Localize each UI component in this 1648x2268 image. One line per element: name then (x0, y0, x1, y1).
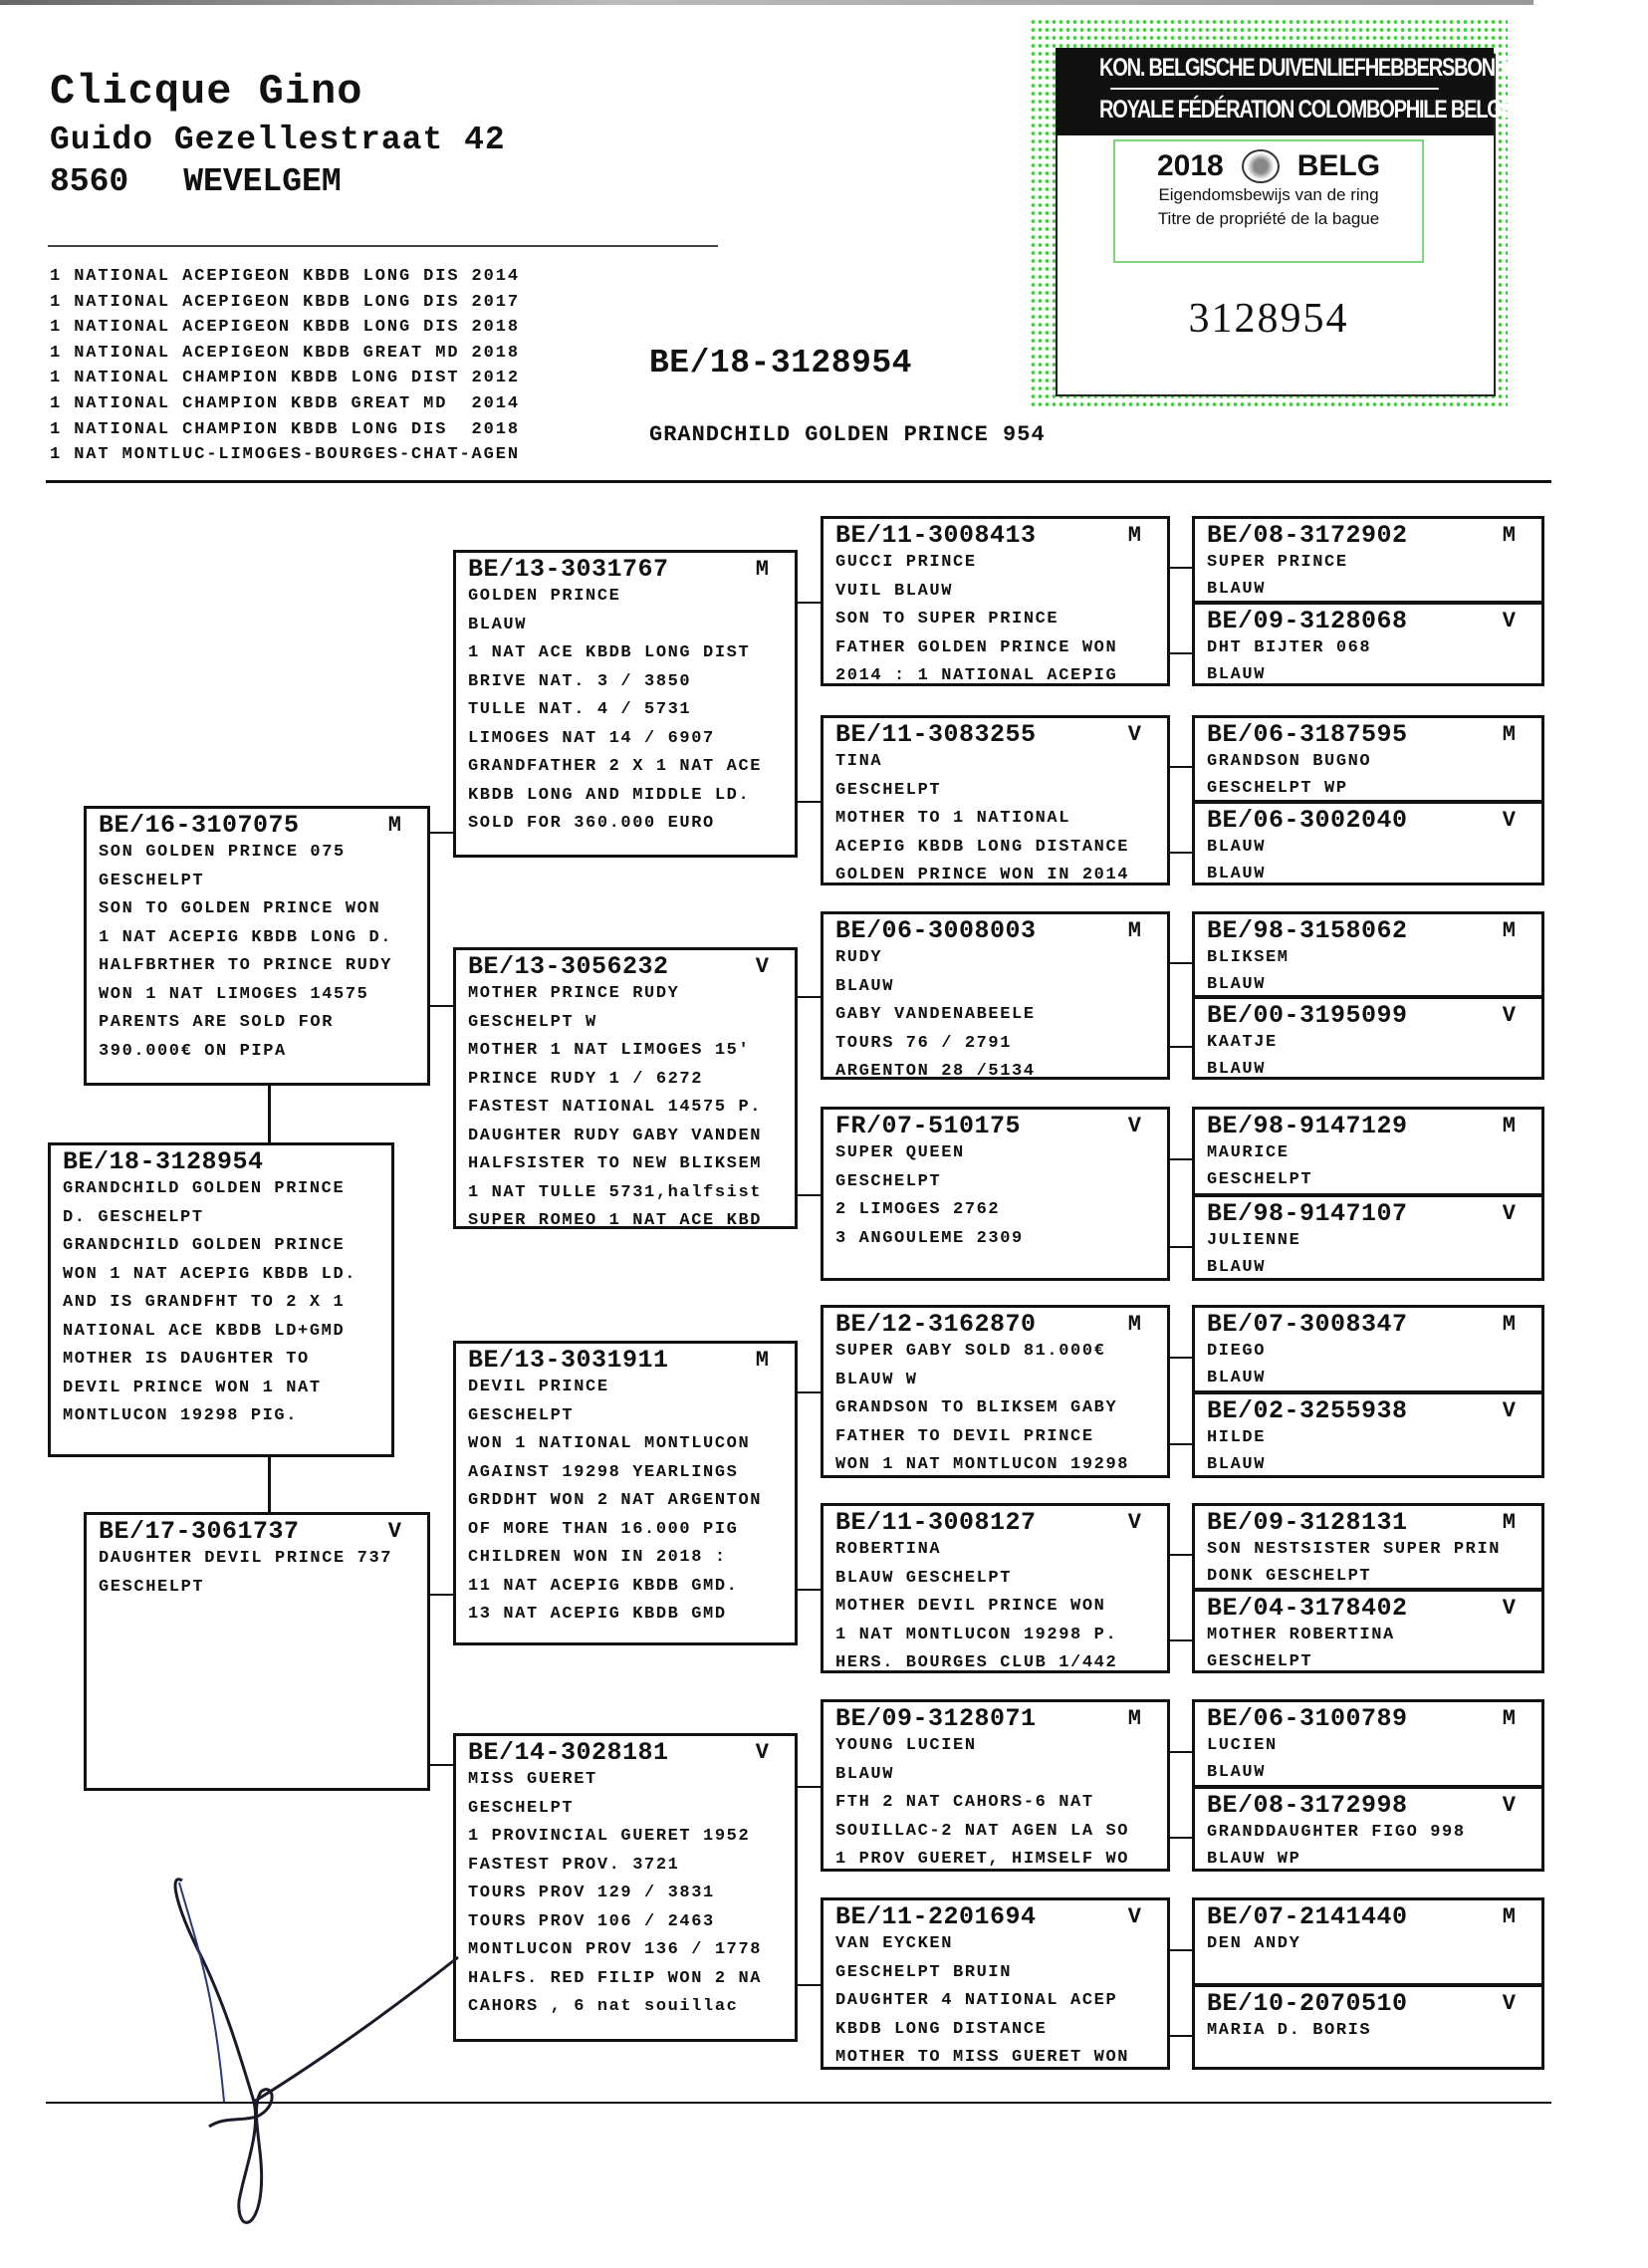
pigeon-info-line: BLAUW (1207, 975, 1267, 994)
pigeon-info-line: HALFSISTER TO NEW BLIKSEM (468, 1154, 763, 1173)
pigeon-info-line: 1 PROV GUERET, HIMSELF WO (835, 1850, 1130, 1869)
sex-label: V (387, 1519, 401, 1544)
pigeon-info-line: HALFBRTHER TO PRINCE RUDY (99, 956, 393, 975)
great-great-grandparent-box (1192, 1984, 1544, 2070)
sex-label: V (1502, 1003, 1516, 1028)
pigeon-info-line: 3 ANGOULEME 2309 (835, 1228, 1024, 1248)
achievement-item: 1 NATIONAL CHAMPION KBDB GREAT MD 2014 (50, 393, 520, 413)
pigeon-info-line: GESCHELPT (99, 871, 205, 890)
pigeon-info-line: GOLDEN PRINCE (468, 587, 621, 606)
pigeon-info-line: SON GOLDEN PRINCE 075 (99, 843, 346, 862)
ring-number: BE/07-3008347 (1207, 1310, 1408, 1339)
grandparent-box (453, 1341, 798, 1645)
sex-label: M (1502, 1706, 1516, 1731)
pigeon-info-line: SOLD FOR 360.000 EURO (468, 814, 715, 833)
connector-line (1170, 766, 1193, 768)
ring-number: BE/08-3172902 (1207, 521, 1408, 550)
ring-number: BE/13-3031911 (468, 1346, 669, 1375)
pigeon-info-line: DIEGO (1207, 1342, 1267, 1361)
breeder-city-line (50, 163, 396, 200)
grandparent-box (453, 550, 798, 858)
pigeon-info-line: ARGENTON 28 /5134 (835, 1062, 1036, 1081)
pigeon-info-line: 1 NAT MONTLUCON 19298 P. (835, 1625, 1118, 1644)
pigeon-info-line: LUCIEN (1207, 1736, 1278, 1755)
pigeon-info-line: MOTHER IS DAUGHTER TO (63, 1350, 310, 1369)
connector-line (1170, 1158, 1193, 1160)
ring-number: BE/14-3028181 (468, 1738, 669, 1767)
pigeon-info-line: AND IS GRANDFHT TO 2 X 1 (63, 1293, 346, 1312)
card-title-fr: Titre de propriété de la bague (1157, 209, 1380, 228)
sex-label: V (1502, 1596, 1516, 1621)
pigeon-info-line: MONTLUCON 19298 PIG. (63, 1406, 299, 1425)
pigeon-info-line: FATHER GOLDEN PRINCE WON (835, 637, 1118, 657)
pigeon-info-line: GESCHELPT BRUIN (835, 1962, 1013, 1982)
sex-label: V (1502, 808, 1516, 833)
sex-label: M (1502, 1904, 1516, 1929)
great-great-grandparent-box (1192, 1305, 1544, 1393)
pigeon-info-line: SON NESTSISTER SUPER PRIN (1207, 1540, 1502, 1559)
great-grandparent-box (821, 1305, 1170, 1478)
connector-line (429, 1005, 454, 1007)
connector-line (1170, 652, 1193, 654)
great-great-grandparent-box (1192, 1589, 1544, 1673)
great-great-grandparent-box (1192, 911, 1544, 998)
breeder-name: Clicque Gino (50, 68, 363, 116)
connector-line (797, 1984, 822, 1986)
pigeon-info-line: SUPER PRINCE (1207, 553, 1348, 572)
sex-label: V (1127, 722, 1141, 747)
ring-number: BE/13-3056232 (468, 952, 669, 981)
pigeon-info-line: VAN EYCKEN (835, 1934, 954, 1953)
breeder-street: Guido Gezellestraat 42 (50, 122, 506, 158)
sex-label: M (1127, 1312, 1141, 1337)
pigeon-info-line: SUPER ROMEO 1 NAT ACE KBD (468, 1211, 763, 1230)
great-great-grandparent-box (1192, 516, 1544, 604)
pigeon-info-line: TINA (835, 752, 883, 771)
pigeon-info-line: AGAINST 19298 YEARLINGS (468, 1462, 739, 1482)
pigeon-info-line: MOTHER TO MISS GUERET WON (835, 2048, 1130, 2067)
pigeon-info-line: GESCHELPT (468, 1405, 575, 1425)
pigeon-info-line: BLAUW (835, 1764, 895, 1784)
great-great-grandparent-box (1192, 1391, 1544, 1478)
sex-label: V (1502, 1793, 1516, 1818)
great-great-grandparent-box (1192, 1194, 1544, 1281)
ring-number: BE/11-3083255 (835, 720, 1037, 749)
ring-number: BE/06-3187595 (1207, 720, 1408, 749)
pigeon-info-line: WON 1 NAT MONTLUCON 19298 (835, 1455, 1130, 1474)
connector-line (1170, 1357, 1193, 1359)
sex-label: V (1502, 609, 1516, 633)
pigeon-info-line: 2 LIMOGES 2762 (835, 1200, 1001, 1219)
pigeon-info-line: GOLDEN PRINCE WON IN 2014 (835, 866, 1130, 884)
pigeon-info-line: BLAUW (1207, 580, 1267, 599)
great-great-grandparent-box (1192, 602, 1544, 686)
pigeon-info-line: NATIONAL ACE KBDB LD+GMD (63, 1321, 346, 1341)
federation-name-fr: ROYALE FÉDÉRATION COLOMBOPHILE BELGE (1099, 96, 1514, 124)
breeder-city: WEVELGEM (183, 163, 342, 200)
pigeon-info-line: YOUNG LUCIEN (835, 1736, 977, 1755)
sex-label: M (1502, 523, 1516, 548)
pigeon-info-line: OF MORE THAN 16.000 PIG (468, 1519, 739, 1539)
great-grandparent-box (821, 715, 1170, 885)
ring-country: BELG (1296, 149, 1381, 182)
sex-label: V (1502, 1991, 1516, 2016)
pigeon-info-line: DAUGHTER DEVIL PRINCE 737 (99, 1549, 393, 1568)
ring-number: BE/12-3162870 (835, 1310, 1037, 1339)
pigeon-info-line: GESCHELPT (1207, 1170, 1313, 1189)
connector-line (429, 1594, 454, 1596)
pigeon-info-line: FTH 2 NAT CAHORS-6 NAT (835, 1793, 1094, 1812)
pigeon-info-line: GRANDDAUGHTER FIGO 998 (1207, 1823, 1466, 1842)
pigeon-info-line: GESCHELPT (835, 1171, 942, 1191)
pigeon-info-line: BLAUW (1207, 1763, 1267, 1782)
subject-pigeon-box (48, 1142, 394, 1457)
sex-label: V (755, 1740, 769, 1765)
pigeon-info-line: BLAUW (1207, 865, 1267, 883)
pigeon-info-line: MONTLUCON PROV 136 / 1778 (468, 1940, 763, 1959)
connector-line (1170, 962, 1193, 964)
sex-label: V (1502, 1398, 1516, 1423)
federation-band (1056, 48, 1514, 135)
ring-year-box (1113, 139, 1424, 263)
achievement-item: 1 NATIONAL CHAMPION KBDB LONG DIS 2018 (50, 419, 520, 439)
connector-line (797, 996, 822, 998)
great-grandparent-box (821, 1897, 1170, 2070)
pigeon-info-line: TOURS PROV 106 / 2463 (468, 1911, 715, 1931)
great-great-grandparent-box (1192, 1107, 1544, 1196)
sex-label: M (1502, 1114, 1516, 1138)
ring-number: BE/13-3031767 (468, 555, 669, 584)
ring-number: BE/98-3158062 (1207, 916, 1408, 945)
connector-line (1170, 1837, 1193, 1839)
ring-number: BE/07-2141440 (1207, 1902, 1408, 1931)
top-divider (46, 480, 1551, 483)
pigeon-info-line: BLAUW (468, 615, 528, 634)
connector-line (797, 801, 822, 803)
pigeon-info-line: GESCHELPT W (468, 1012, 597, 1032)
sex-label: V (1127, 1510, 1141, 1535)
connector-line (429, 1764, 454, 1766)
crown-emblem-icon (1242, 149, 1280, 183)
pigeon-info-line: GRDDHT WON 2 NAT ARGENTON (468, 1491, 763, 1510)
pigeon-info-line: WON 1 NATIONAL MONTLUCON (468, 1434, 751, 1453)
connector-line (1170, 2035, 1193, 2037)
pigeon-info-line: MOTHER ROBERTINA (1207, 1626, 1395, 1644)
pigeon-info-line: 1 PROVINCIAL GUERET 1952 (468, 1827, 751, 1846)
great-grandparent-box (821, 1107, 1170, 1281)
pigeon-info-line: BLAUW (1207, 1258, 1267, 1277)
connector-line (268, 1456, 271, 1513)
achievement-item: 1 NATIONAL CHAMPION KBDB LONG DIST 2012 (50, 369, 520, 388)
ring-number: FR/07-510175 (835, 1112, 1022, 1140)
pigeon-info-line: GESCHELPT (468, 1798, 575, 1818)
pigeon-info-line: BLAUW (1207, 1455, 1267, 1474)
connector-line (797, 1194, 822, 1196)
connector-line (1170, 1246, 1193, 1248)
connector-line (797, 1391, 822, 1393)
sex-label: V (1502, 1201, 1516, 1226)
ring-number: BE/11-3008413 (835, 521, 1037, 550)
sex-label: M (1127, 918, 1141, 943)
pigeon-info-line: GUCCI PRINCE (835, 553, 977, 572)
pigeon-info-line: GRANDFATHER 2 X 1 NAT ACE (468, 757, 763, 776)
ring-number: BE/09-3128131 (1207, 1508, 1408, 1537)
sex-label: M (387, 813, 401, 838)
pigeon-info-line: BLIKSEM (1207, 948, 1290, 967)
connector-line (1170, 1443, 1193, 1445)
pigeon-info-line: GESCHELPT (99, 1577, 205, 1597)
pigeon-info-line: BLAUW (1207, 665, 1267, 684)
card-ring-number: 3128954 (1188, 296, 1349, 342)
pigeon-info-line: SON TO GOLDEN PRINCE WON (99, 899, 381, 918)
pigeon-info-line: MOTHER DEVIL PRINCE WON (835, 1597, 1106, 1616)
connector-line (1170, 567, 1193, 569)
sex-label: M (1127, 523, 1141, 548)
great-great-grandparent-box (1192, 1503, 1544, 1591)
ring-number: BE/17-3061737 (99, 1517, 300, 1546)
pigeon-info-line: GESCHELPT (835, 780, 942, 800)
pigeon-info-line: BLAUW (1207, 838, 1267, 857)
great-great-grandparent-box (1192, 1786, 1544, 1872)
pigeon-info-line: SUPER GABY SOLD 81.000€ (835, 1342, 1106, 1361)
pigeon-info-line: MAURICE (1207, 1143, 1290, 1162)
pigeon-info-line: FASTEST PROV. 3721 (468, 1855, 680, 1875)
ring-number: BE/06-3002040 (1207, 806, 1408, 835)
connector-line (268, 1086, 271, 1143)
pigeon-info-line: GRANDSON BUGNO (1207, 752, 1372, 771)
pigeon-info-line: FASTEST NATIONAL 14575 P. (468, 1098, 763, 1117)
pigeon-info-line: CAHORS , 6 nat souillac (468, 1997, 739, 2016)
pigeon-info-line: GABY VANDENABEELE (835, 1005, 1036, 1024)
sire-box (84, 806, 430, 1086)
pigeon-info-line: DEVIL PRINCE (468, 1378, 609, 1396)
ring-number: BE/02-3255938 (1207, 1396, 1408, 1425)
pigeon-info-line: PARENTS ARE SOLD FOR (99, 1013, 335, 1032)
connector-line (1170, 1949, 1193, 1951)
pigeon-info-line: BLAUW (1207, 1060, 1267, 1079)
pigeon-info-line: DONK GESCHELPT (1207, 1567, 1372, 1586)
sex-label: M (1502, 1312, 1516, 1337)
connector-line (797, 602, 822, 604)
pigeon-info-line: MISS GUERET (468, 1770, 597, 1789)
pigeon-info-line: GRANDSON TO BLIKSEM GABY (835, 1398, 1118, 1417)
ring-number: BE/18-3128954 (63, 1147, 264, 1176)
pigeon-info-line: VUIL BLAUW (835, 581, 954, 601)
achievement-item: 1 NATIONAL ACEPIGEON KBDB LONG DIS 2014 (50, 267, 520, 286)
pigeon-info-line: TULLE NAT. 4 / 5731 (468, 700, 692, 719)
pigeon-info-line: 11 NAT ACEPIG KBDB GMD. (468, 1576, 739, 1596)
pigeon-info-line: GESCHELPT WP (1207, 779, 1348, 798)
scan-edge (0, 0, 1533, 5)
pigeon-info-line: BLAUW (835, 976, 895, 996)
pigeon-info-line: KAATJE (1207, 1033, 1278, 1052)
pigeon-info-line: DHT BIJTER 068 (1207, 638, 1372, 657)
pigeon-info-line: TOURS PROV 129 / 3831 (468, 1884, 715, 1902)
ring-number: BE/09-3128071 (835, 1704, 1037, 1733)
connector-line (797, 1786, 822, 1788)
ring-number: BE/06-3008003 (835, 916, 1037, 945)
pigeon-info-line: KBDB LONG DISTANCE (835, 2019, 1048, 2039)
pigeon-info-line: WON 1 NAT ACEPIG KBDB LD. (63, 1264, 357, 1284)
connector-line (1170, 1639, 1193, 1641)
pigeon-description: GRANDCHILD GOLDEN PRINCE 954 (649, 422, 1046, 447)
pigeon-info-line: 13 NAT ACEPIG KBDB GMD (468, 1605, 727, 1624)
pigeon-info-line: BLAUW WP (1207, 1850, 1301, 1869)
sex-label: V (755, 954, 769, 979)
sex-label: M (1502, 722, 1516, 747)
pigeon-info-line: BLAUW (1207, 1369, 1267, 1387)
pigeon-info-line: DAUGHTER RUDY GABY VANDEN (468, 1126, 763, 1145)
pigeon-info-line: DEVIL PRINCE WON 1 NAT (63, 1378, 322, 1397)
achievement-item: 1 NATIONAL ACEPIGEON KBDB LONG DIS 2018 (50, 318, 520, 338)
pigeon-info-line: GRANDCHILD GOLDEN PRINCE (63, 1179, 346, 1198)
ring-number: BE/06-3100789 (1207, 1704, 1408, 1733)
pigeon-info-line: BLAUW GESCHELPT (835, 1568, 1013, 1588)
pigeon-info-line: RUDY (835, 948, 883, 967)
pigeon-info-line: TOURS 76 / 2791 (835, 1033, 1013, 1053)
connector-line (797, 1589, 822, 1591)
pigeon-info-line: HILDE (1207, 1428, 1267, 1447)
ring-number: BE/00-3195099 (1207, 1001, 1408, 1030)
connector-line (1170, 1751, 1193, 1753)
sex-label: M (755, 557, 769, 582)
pigeon-info-line: WON 1 NAT LIMOGES 14575 (99, 984, 369, 1004)
sex-label: V (1127, 1904, 1141, 1929)
ring-number: BE/11-2201694 (835, 1902, 1037, 1931)
pigeon-info-line: KBDB LONG AND MIDDLE LD. (468, 785, 751, 805)
pigeon-info-line: SON TO SUPER PRINCE (835, 610, 1059, 629)
pigeon-info-line: CHILDREN WON IN 2018 : (468, 1548, 727, 1567)
pigeon-info-line: 1 NAT ACE KBDB LONG DIST (468, 643, 751, 662)
pigeon-info-line: DAUGHTER 4 NATIONAL ACEP (835, 1991, 1118, 2010)
pigeon-info-line: ACEPIG KBDB LONG DISTANCE (835, 837, 1130, 857)
pigeon-info-line: ROBERTINA (835, 1540, 942, 1559)
grandparent-box (453, 947, 798, 1229)
ring-number: BE/98-9147107 (1207, 1199, 1408, 1228)
pigeon-info-line: GESCHELPT (1207, 1652, 1313, 1671)
card-title-nl: Eigendomsbewijs van de ring (1158, 185, 1379, 204)
ring-number: BE/16-3107075 (99, 811, 300, 840)
header-divider (48, 245, 718, 247)
pigeon-info-line: MOTHER TO 1 NATIONAL (835, 809, 1071, 828)
achievement-item: 1 NAT MONTLUC-LIMOGES-BOURGES-CHAT-AGEN (50, 445, 520, 465)
ring-number: BE/10-2070510 (1207, 1989, 1408, 2018)
pigeon-info-line: HERS. BOURGES CLUB 1/442 (835, 1653, 1118, 1672)
connector-line (1170, 852, 1193, 854)
great-great-grandparent-box (1192, 1699, 1544, 1788)
sex-label: M (1127, 1706, 1141, 1731)
ring-number: BE/98-9147129 (1207, 1112, 1408, 1140)
connector-line (429, 832, 454, 834)
achievements-list (50, 264, 520, 468)
ring-number: BE/09-3128068 (1207, 607, 1408, 635)
breeder-postcode: 8560 (50, 163, 129, 200)
pigeon-info-line: MOTHER 1 NAT LIMOGES 15' (468, 1041, 751, 1060)
ring-number: BE/11-3008127 (835, 1508, 1037, 1537)
dam-box (84, 1512, 430, 1791)
pigeon-info-line: D. GESCHELPT (63, 1207, 204, 1227)
pigeon-info-line: BRIVE NAT. 3 / 3850 (468, 671, 692, 691)
pigeon-info-line: SOUILLAC-2 NAT AGEN LA SO (835, 1821, 1130, 1841)
sex-label: M (755, 1348, 769, 1373)
great-grandparent-box (821, 1503, 1170, 1673)
great-grandparent-box (821, 1699, 1170, 1872)
pigeon-info-line: JULIENNE (1207, 1231, 1301, 1250)
bottom-divider (46, 2102, 1551, 2104)
pigeon-info-line: FATHER TO DEVIL PRINCE (835, 1426, 1094, 1446)
pigeon-info-line: SUPER QUEEN (835, 1143, 965, 1162)
great-great-grandparent-box (1192, 1897, 1544, 1986)
pigeon-info-line: LIMOGES NAT 14 / 6907 (468, 728, 715, 748)
great-great-grandparent-box (1192, 715, 1544, 803)
achievement-item: 1 NATIONAL ACEPIGEON KBDB LONG DIS 2017 (50, 292, 520, 312)
sex-label: M (1502, 1510, 1516, 1535)
pigeon-info-line: 2014 : 1 NATIONAL ACEPIG (835, 666, 1118, 685)
ring-year: 2018 (1156, 149, 1224, 182)
pigeon-info-line: 1 NAT ACEPIG KBDB LONG D. (99, 927, 393, 947)
pigeon-info-line: PRINCE RUDY 1 / 6272 (468, 1069, 704, 1089)
great-grandparent-box (821, 516, 1170, 686)
pigeon-info-line: MOTHER PRINCE RUDY (468, 984, 680, 1003)
great-great-grandparent-box (1192, 801, 1544, 885)
pigeon-info-line: 1 NAT TULLE 5731,halfsist (468, 1182, 763, 1202)
ring-number: BE/08-3172998 (1207, 1791, 1408, 1820)
great-great-grandparent-box (1192, 996, 1544, 1080)
pigeon-info-line: BLAUW W (835, 1370, 918, 1389)
grandparent-box (453, 1733, 798, 2042)
sex-label: M (1502, 918, 1516, 943)
pigeon-info-line: HALFS. RED FILIP WON 2 NA (468, 1968, 763, 1988)
ring-number: BE/04-3178402 (1207, 1594, 1408, 1623)
connector-line (1170, 1554, 1193, 1556)
achievement-item: 1 NATIONAL ACEPIGEON KBDB GREAT MD 2018 (50, 343, 520, 363)
sex-label: V (1127, 1114, 1141, 1138)
ring-ownership-card (1030, 18, 1514, 408)
pigeon-info-line: 390.000€ ON PIPA (99, 1041, 287, 1061)
pigeon-ring-number: BE/18-3128954 (649, 345, 912, 381)
pigeon-info-line: DEN ANDY (1207, 1934, 1301, 1953)
pigeon-info-line: GRANDCHILD GOLDEN PRINCE (63, 1236, 346, 1255)
federation-name-nl: KON. BELGISCHE DUIVENLIEFHEBBERSBOND (1099, 54, 1509, 82)
connector-line (1170, 1046, 1193, 1048)
great-grandparent-box (821, 911, 1170, 1080)
pigeon-info-line: MARIA D. BORIS (1207, 2021, 1372, 2040)
